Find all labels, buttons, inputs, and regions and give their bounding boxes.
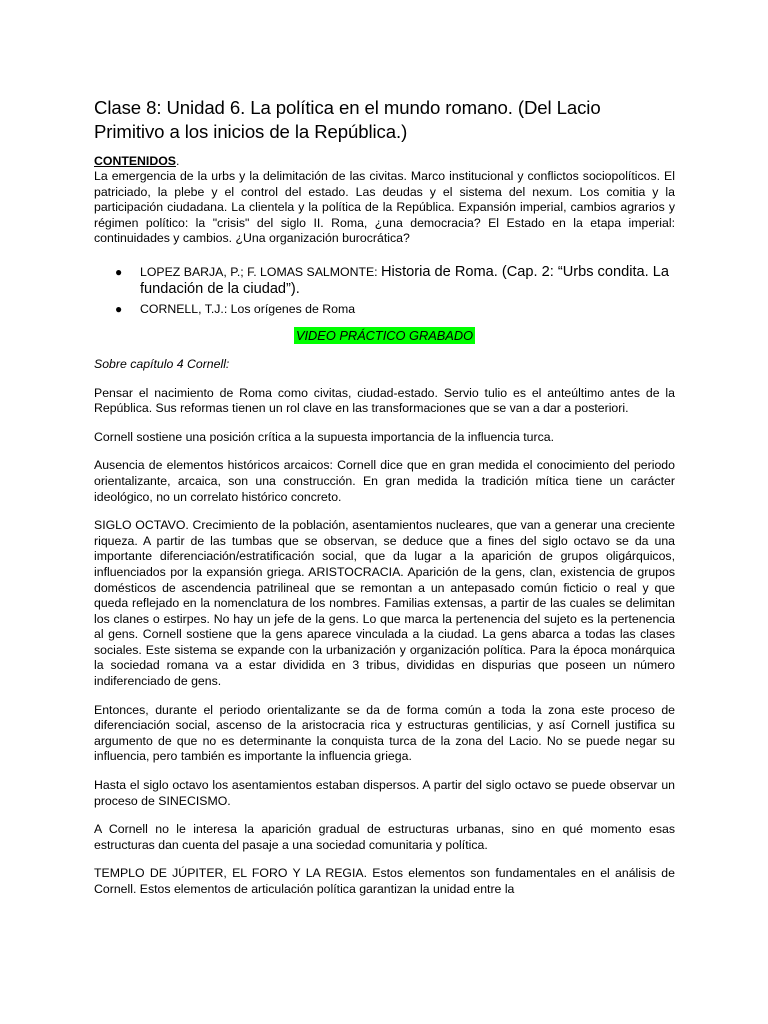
bullet-icon: ● xyxy=(115,301,123,316)
paragraph: SIGLO OCTAVO. Crecimiento de la población, asentamientos nucleares, que van a generar una creciente riqueza. A partir de las tumbas que se observan, se deduce que a fines del siglo octavo se da una importante diferenciación/estratificación social, que da lugar a la aparición de grupos oligárquicos, influenciados por la expansión griega. ARISTOCRACIA. Aparición de la gens, clan, existencia de grupos domésticos de ascendencia patrilineal que se remontan a un antepasado común ficticio o real y que queda reflejado en la nomenclatura de los nombres. Familias extensas, a partir de las cuales se delimitan los clanes o estirpes. No hay un jefe de la gens. Lo que marca la pertenencia del sujeto es la pertenencia al gens. Cornell sostiene que la gens aparece vinculada a la ciudad. La gens abarca a todas las clases sociales. Este sistema se expande con la urbanización y organización política. Para la época monárquica la sociedad romana va a estar dividida en 3 tribus, divididas en dispurias que poseen un número indiferenciado de gens. xyxy=(94,518,675,689)
video-label: VIDEO PRÁCTICO GRABADO xyxy=(295,327,474,343)
reference-title: Historia de Roma. (Cap. 2: “Urbs condita. La fundación de la ciudad”). xyxy=(140,263,669,297)
contents-text: La emergencia de la urbs y la delimitación de las civitas. Marco institucional y conflictos sociopolíticos. El patriciado, la plebe y el control del estado. Las deudas y el sistema del nexum. Los comitia y la participación ciudadana. La clientela y la política de la República. Expansión imperial, cambios agrarios y régimen político: la "crisis" del siglo II. Roma, ¿una democracia? El Estado en la etapa imperial: continuidades y cambios. ¿Una organización burocrática? xyxy=(94,169,675,246)
paragraph: Ausencia de elementos históricos arcaicos: Cornell dice que en gran medida el conocimiento del periodo orientalizante, arcaica, son una construcción. En gran medida la tradición mítica tiene un carácter ideológico, no un correlato histórico concreto. xyxy=(94,458,675,504)
contents-heading: CONTENIDOS xyxy=(94,154,176,168)
document-page xyxy=(94,96,675,911)
contents-heading-period: . xyxy=(175,154,180,168)
reference-author: CORNELL, T.J.: Los orígenes de Roma xyxy=(140,301,356,316)
paragraph: Pensar el nacimiento de Roma como civitas, ciudad-estado. Servio tulio es el anteúltimo antes de la República. Sus reformas tienen un rol clave en las transformaciones que se van a dar a posteriori. xyxy=(94,385,675,416)
paragraph: Cornell sostiene una posición crítica a la supuesta importancia de la influencia turca. xyxy=(94,429,555,444)
paragraph: Hasta el siglo octavo los asentamientos estaban dispersos. A partir del siglo octavo se puede observar un proceso de SINECISMO. xyxy=(94,778,675,808)
paragraph: A Cornell no le interesa la aparición gradual de estructuras urbanas, sino en qué momento esas estructuras dan cuenta del pasaje a una sociedad comunitaria y política. xyxy=(94,822,675,852)
reference-item xyxy=(94,264,675,298)
paragraph: Entonces, durante el periodo orientalizante se da de forma común a toda la zona este proceso de diferenciación social, ascenso de la aristocracia rica y estructuras gentilicias, y así Cornell justifica su argumento de que no es determinante la conquista turca de la zona del Lacio. No se puede negar su influencia, pero también es importante la influencia griega. xyxy=(94,702,675,764)
bullet-icon: ● xyxy=(115,264,123,279)
chapter-subheading: Sobre capítulo 4 Cornell: xyxy=(94,356,230,371)
reference-item xyxy=(94,301,675,317)
document-title: Clase 8: Unidad 6. La política en el mundo romano. (Del Lacio Primitivo a los inicios de la República.) xyxy=(94,97,601,142)
reference-author: LOPEZ BARJA, P.; F. LOMAS SALMONTE: xyxy=(140,264,378,279)
contents-heading-line xyxy=(94,153,675,169)
reference-list xyxy=(94,264,675,317)
paragraph: TEMPLO DE JÚPITER, EL FORO Y LA REGIA. Estos elementos son fundamentales en el análisis de Cornell. Estos elementos de articulación política garantizan la unidad entre la xyxy=(94,866,675,896)
video-label-wrap xyxy=(94,327,675,345)
